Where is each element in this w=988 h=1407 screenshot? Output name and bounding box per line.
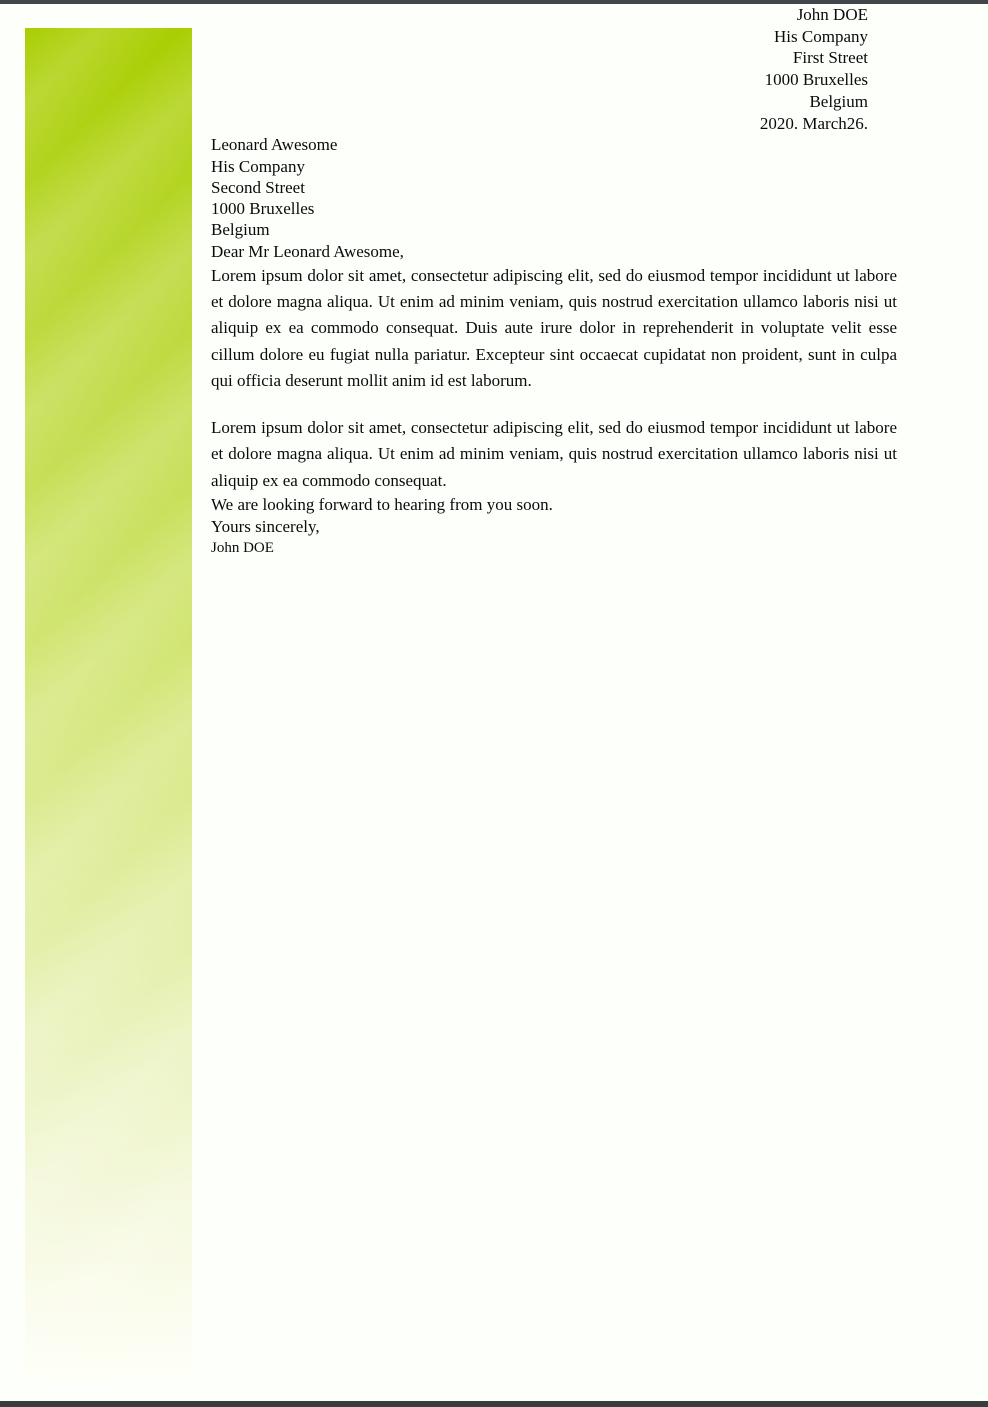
- closing-line: We are looking forward to hearing from you soon.: [211, 495, 553, 515]
- body-paragraph-1: Lorem ipsum dolor sit amet, consectetur adipiscing elit, sed do eiusmod tempor incididunt ut labore et dolore magna aliqua. Ut enim ad minim veniam, quis nostrud exercitation ullamco laboris nisi ut aliquip ex ea commodo consequat. Duis aute irure dolor in reprehenderit in voluptate velit esse cillum dolore eu fugiat nulla pariatur. Excepteur sint occaecat cupidatat non proident, sunt in culpa qui officia deserunt mollit anim id est laborum.: [211, 265, 897, 390]
- recipient-country: Belgium: [211, 220, 270, 240]
- sender-street: First Street: [792, 48, 868, 68]
- sender-country: Belgium: [809, 91, 868, 111]
- recipient-street: Second Street: [211, 177, 305, 197]
- salutation: Dear Mr Leonard Awesome,: [211, 241, 404, 261]
- date-line: 2020. March26.: [759, 113, 868, 133]
- recipient-name: Leonard Awesome: [211, 135, 338, 155]
- recipient-company: His Company: [211, 156, 305, 176]
- body-paragraph-2: Lorem ipsum dolor sit amet, consectetur adipiscing elit, sed do eiusmod tempor incididunt ut labore et dolore magna aliqua. Ut enim ad minim veniam, quis nostrud exercitation ullamco laboris nisi ut aliquip ex ea commodo consequat.: [211, 418, 897, 490]
- sender-city: 1000 Bruxelles: [764, 70, 868, 90]
- signature-name: John DOE: [211, 540, 274, 557]
- green-gradient-bar: [25, 28, 192, 1380]
- sender-name: John DOE: [796, 5, 868, 24]
- valediction: Yours sincerely,: [211, 517, 320, 537]
- recipient-address-block: [211, 134, 897, 240]
- recipient-city: 1000 Bruxelles: [211, 199, 315, 219]
- sender-address-block: [211, 4, 897, 113]
- letter-content: [211, 4, 897, 558]
- sender-company: His Company: [774, 26, 868, 46]
